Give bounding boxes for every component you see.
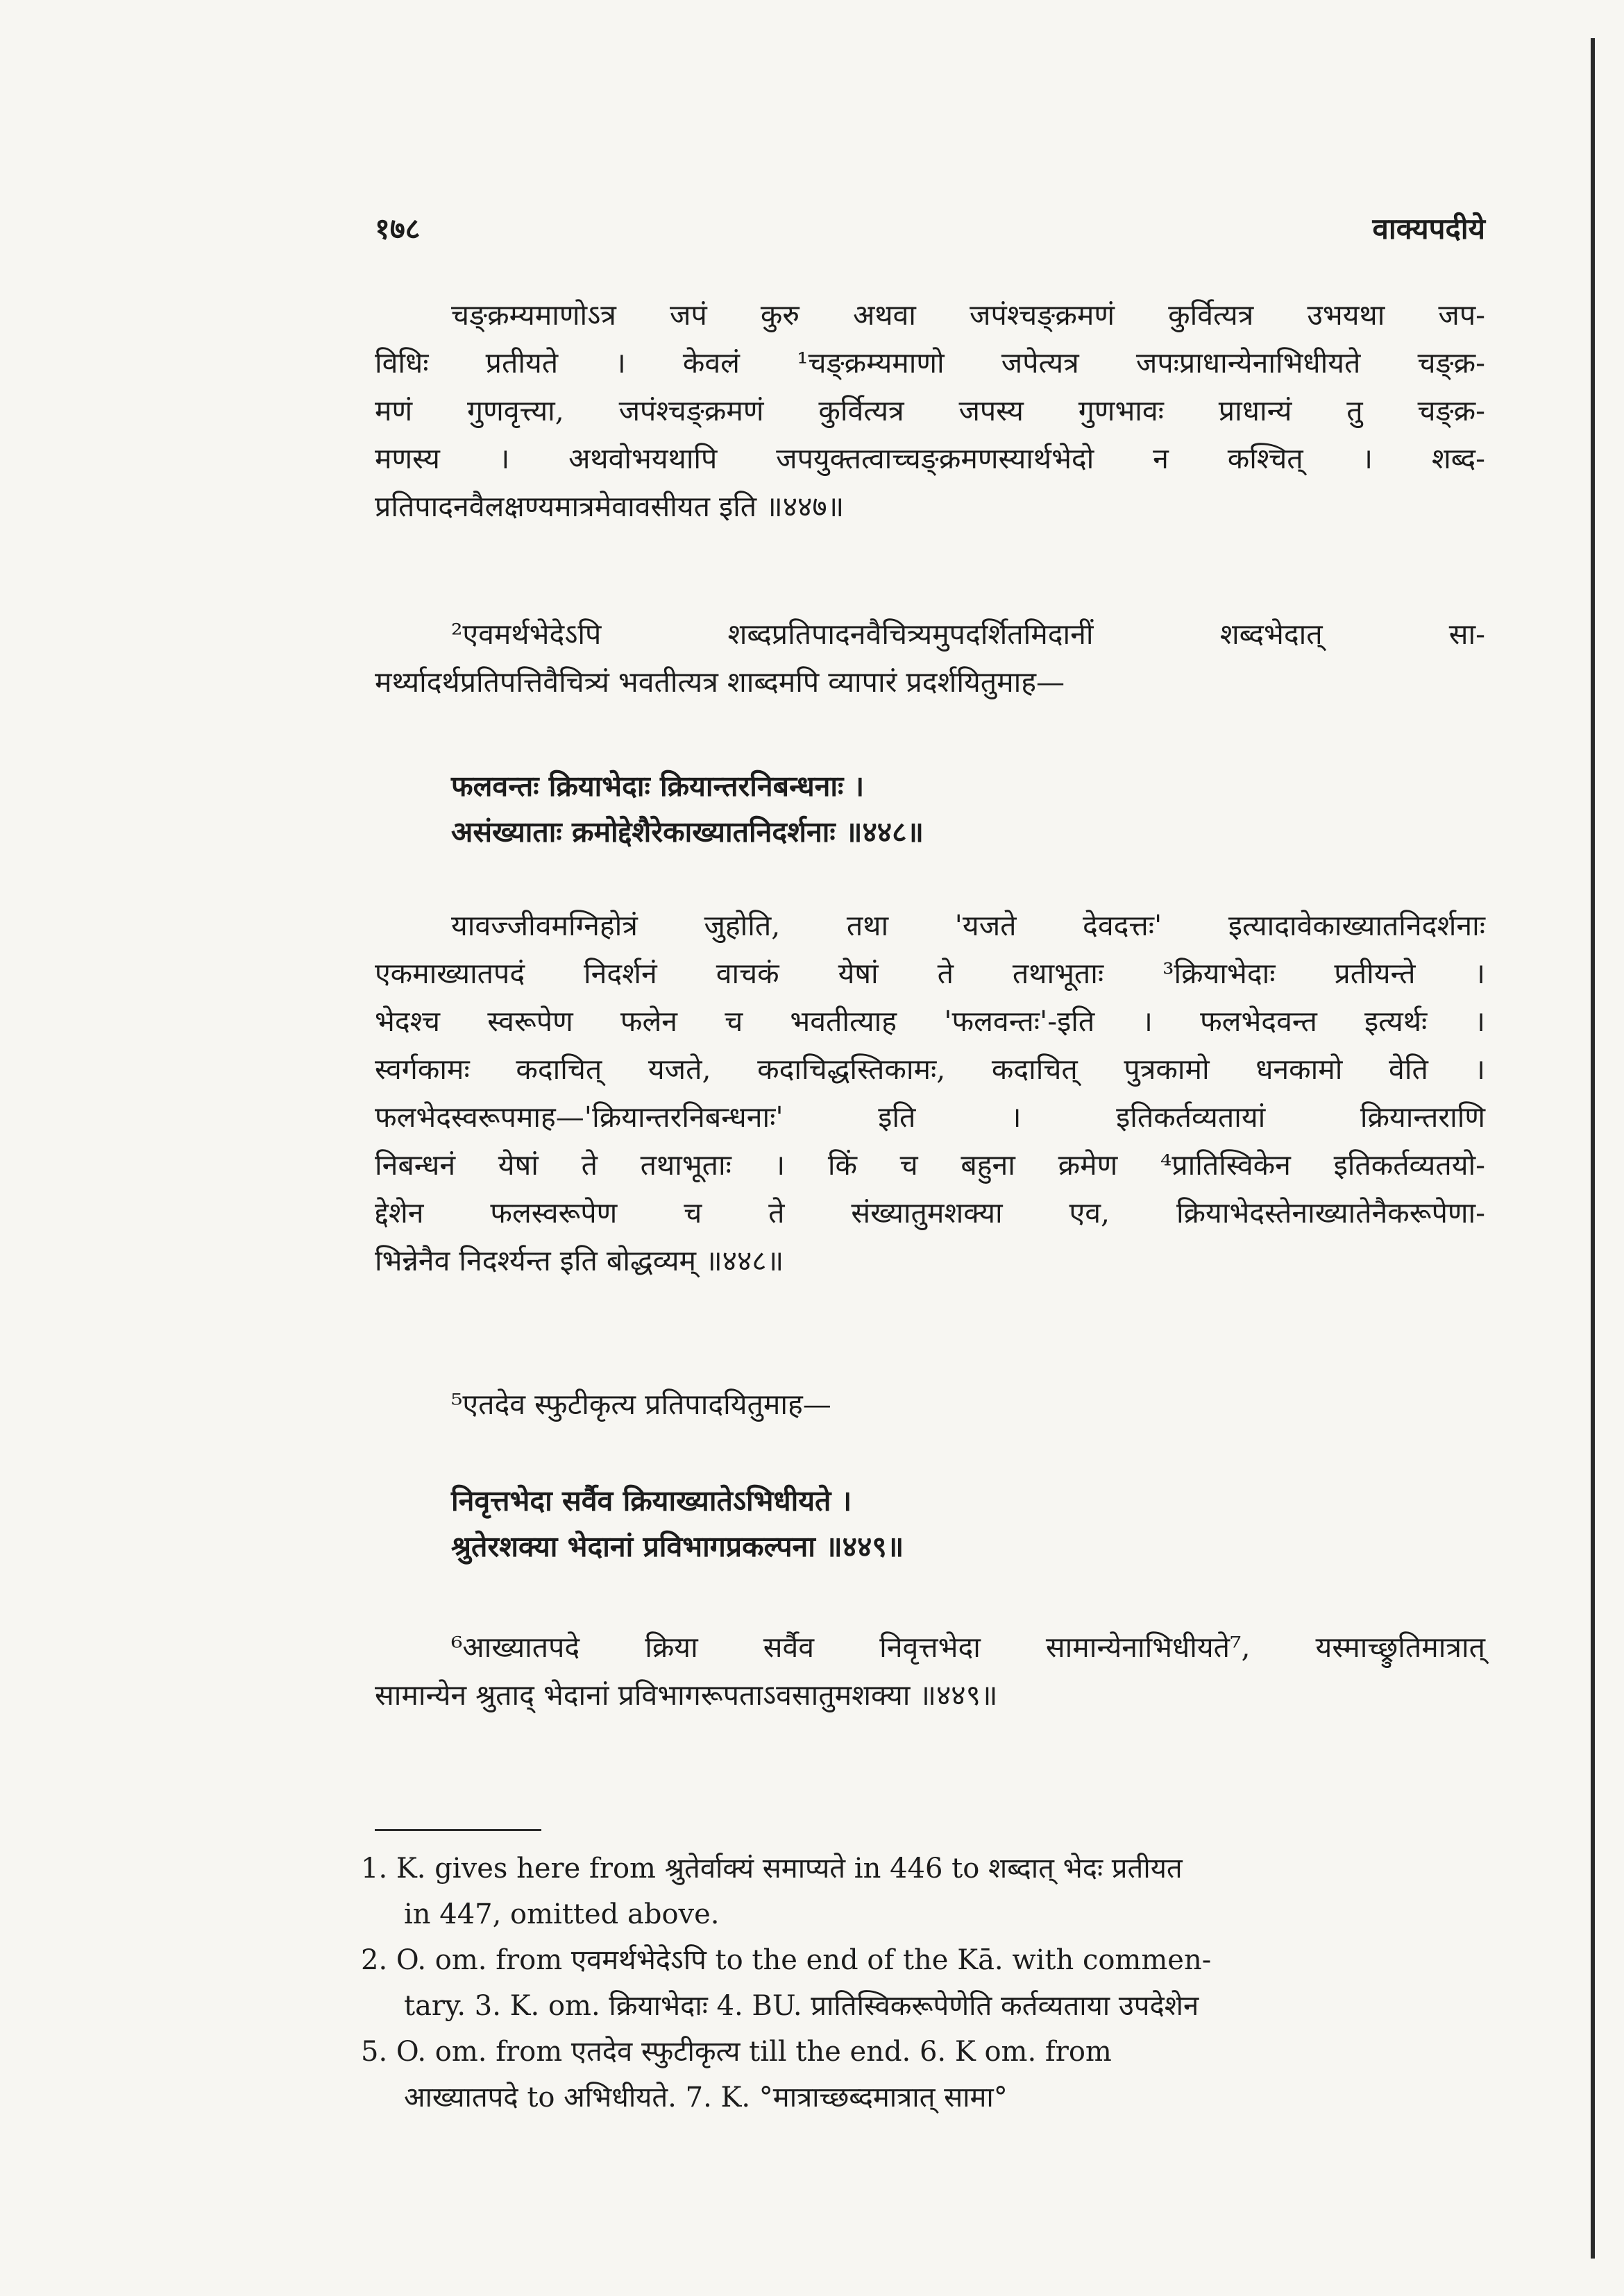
text-line: निबन्धनं येषां ते तथाभूताः । किं च बहुना क्रमेण ⁴प्रातिस्विकेन इतिकर्तव्यतयो- (375, 1148, 1485, 1182)
page-header (375, 208, 1485, 250)
text-line: चङ्क्रम्यमाणोऽत्र जपं कुरु अथवा जपंश्चङ्क्रमणं कुर्वित्यत्र उभयथा जप- (451, 298, 1485, 332)
commentary-paragraph-5 (375, 1624, 1485, 1719)
footnote-line: 2. O. om. from एवमर्थभेदेऽपि to the end of the Kā. with commen- (361, 1944, 1212, 1976)
footnote-line: आख्यातपदे to अभिधीयते. 7. K. °मात्राच्छब्दमात्रात् सामा° (404, 2082, 1008, 2114)
page-number: १७८ (375, 212, 421, 246)
text-line: भिन्नेनैव निदर्श्यन्त इति बोद्धव्यम् ॥४४८॥ (375, 1244, 784, 1277)
commentary-paragraph-2 (375, 611, 1485, 706)
text-line: यावज्जीवमग्निहोत्रं जुहोति, तथा 'यजते देवदत्तः' इत्यादावेकाख्यातनिदर्शनाः (451, 909, 1485, 942)
commentary-paragraph-3 (375, 902, 1485, 1285)
verse-448 (375, 763, 1485, 855)
text-line: ⁵एतदेव स्फुटीकृत्य प्रतिपादयितुमाह— (451, 1388, 831, 1421)
footnote-line: in 447, omitted above. (404, 1898, 720, 1930)
verse-line: निवृत्तभेदा सर्वैव क्रियाख्यातेऽभिधीयते । (451, 1484, 852, 1517)
text-line: विधिः प्रतीयते । केवलं ¹चङ्क्रम्यमाणो जपेत्यत्र जपःप्राधान्येनाभिधीयते चङ्क्र- (375, 346, 1485, 380)
text-line: एकमाख्यातपदं निदर्शनं वाचकं येषां ते तथाभूताः ³क्रियाभेदाः प्रतीयन्ते । (375, 957, 1485, 990)
text-line: स्वर्गकामः कदाचित् यजते, कदाचिद्धस्तिकामः, कदाचित् पुत्रकामो धनकामो वेति । (375, 1053, 1485, 1086)
footnote-line: 5. O. om. from एतदेव स्फुटीकृत्य till the end. 6. K om. from (361, 2036, 1112, 2068)
text-line: मणं गुणवृत्त्या, जपंश्चङ्क्रमणं कुर्वित्यत्र जपस्य गुणभावः प्राधान्यं तु चङ्क्र- (375, 394, 1485, 427)
text-line: मणस्य । अथवोभयथापि जपयुक्तत्वाच्चङ्क्रमणस्यार्थभेदो न कश्चित् । शब्द- (375, 442, 1485, 475)
verse-line: फलवन्तः क्रियाभेदाः क्रियान्तरनिबन्धनाः । (451, 769, 865, 803)
footnote-divider (375, 1829, 541, 1831)
footnote-line: tary. 3. K. om. क्रियाभेदाः 4. BU. प्रातिस्विकरूपेणेति कर्तव्यताया उपदेशेन (404, 1990, 1199, 2022)
text-line: भेदश्च स्वरूपेण फलेन च भवतीत्याह 'फलवन्तः'-इति । फलभेदवन्त इत्यर्थः । (375, 1005, 1485, 1038)
text-line: ²एवमर्थभेदेऽपि शब्दप्रतिपादनवैचित्र्यमुपदर्शितमिदानीं शब्दभेदात् सा- (451, 618, 1485, 651)
text-line: सामान्येन श्रुताद् भेदानां प्रविभागरूपताऽवसातुमशक्या ॥४४९॥ (375, 1678, 998, 1712)
footnotes (361, 1846, 1485, 2120)
page-edge-rule (1591, 38, 1595, 2259)
verse-449 (375, 1478, 1485, 1570)
verse-line: असंख्याताः क्रमोद्देशैरेकाख्यातनिदर्शनाः ॥४४८॥ (451, 815, 924, 849)
commentary-paragraph-4 (375, 1381, 1485, 1429)
text-line: ⁶आख्यातपदे क्रिया सर्वैव निवृत्तभेदा सामान्येनाभिधीयते⁷, यस्माच्छ्रुतिमात्रात् (451, 1631, 1485, 1664)
commentary-paragraph-1 (375, 291, 1485, 531)
footnote-line: 1. K. gives here from श्रुतेर्वाक्यं समाप्यते in 446 to शब्दात् भेदः प्रतीयत (361, 1853, 1183, 1885)
text-line: मर्थ्यादर्थप्रतिपत्तिवैचित्र्यं भवतीत्यत्र शाब्दमपि व्यापारं प्रदर्शयितुमाह— (375, 665, 1065, 699)
verse-line: श्रुतेरशक्या भेदानां प्रविभागप्रकल्पना ॥४४९॥ (451, 1530, 904, 1563)
text-line: प्रतिपादनवैलक्षण्यमात्रमेवावसीयत इति ॥४४७॥ (375, 490, 845, 523)
text-line: द्देशेन फलस्वरूपेण च ते संख्यातुमशक्या एव, क्रियाभेदस्तेनाख्यातेनैकरूपेणा- (375, 1196, 1485, 1230)
text-line: फलभेदस्वरूपमाह—'क्रियान्तरनिबन्धनाः' इति । इतिकर्तव्यतायां क्रियान्तराणि (375, 1100, 1485, 1134)
running-title: वाक्यपदीये (1372, 212, 1485, 246)
